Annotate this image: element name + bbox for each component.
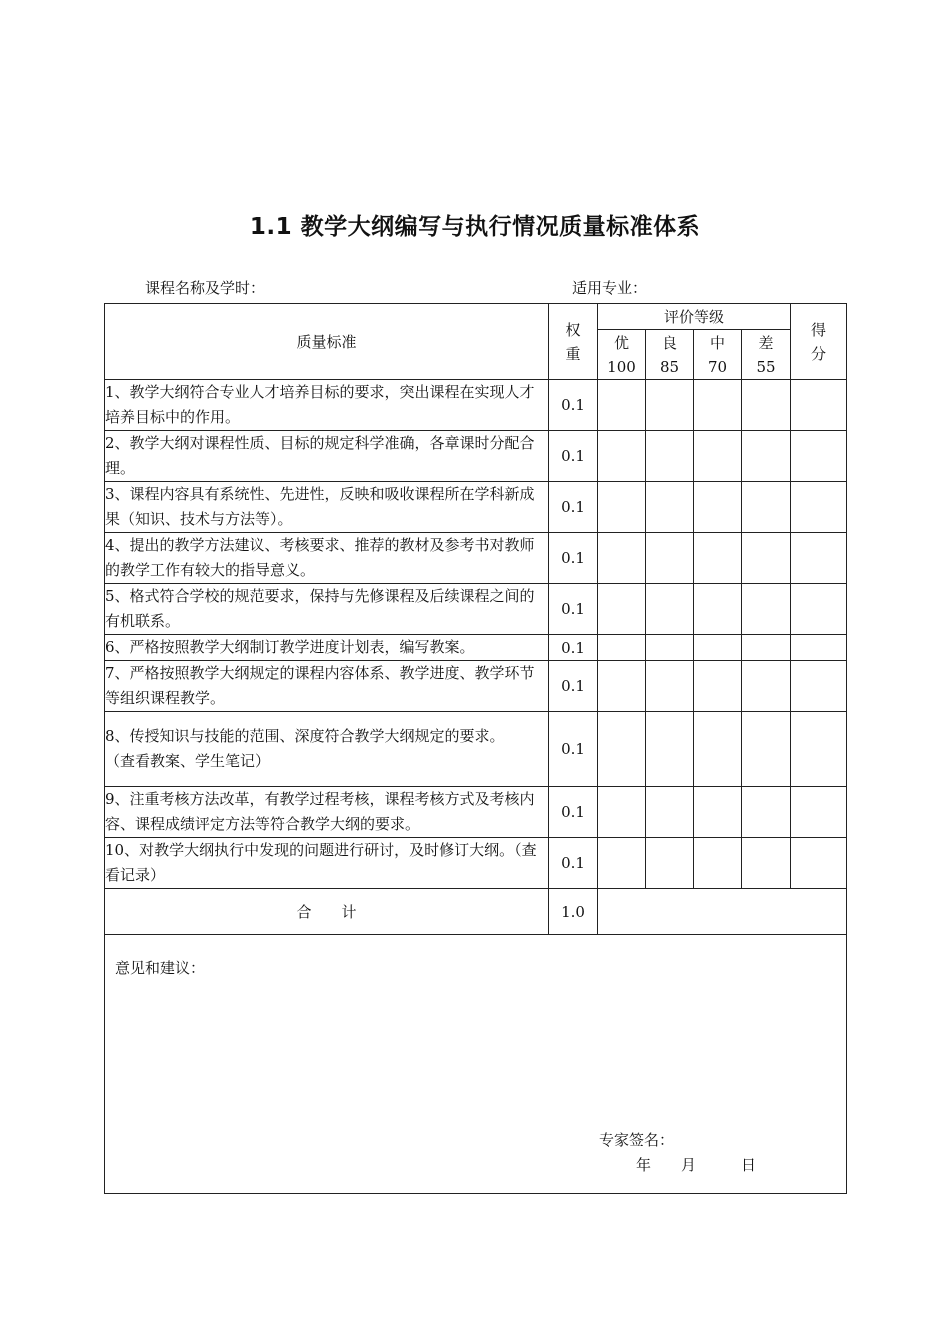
grade-cell-good[interactable]	[646, 584, 694, 635]
grade-cell-medium[interactable]	[694, 838, 742, 889]
grade-cell-good[interactable]	[646, 431, 694, 482]
grade-cell-medium[interactable]	[694, 584, 742, 635]
grade-cell-excellent[interactable]	[598, 635, 646, 661]
advice-row	[105, 935, 847, 1194]
table-row	[105, 533, 847, 584]
header-grade-excellent: 优 100	[598, 330, 646, 380]
criterion-weight: 0.1	[549, 838, 598, 889]
criterion-weight: 0.1	[549, 584, 598, 635]
grade-cell-excellent[interactable]	[598, 431, 646, 482]
criterion-text: 7、严格按照教学大纲规定的课程内容体系、教学进度、教学环节等组织课程教学。	[105, 661, 549, 712]
grade-cell-poor[interactable]	[742, 838, 791, 889]
header-grade-poor: 差 55	[742, 330, 791, 380]
score-cell[interactable]	[791, 635, 847, 661]
page-title: 1.1 教学大纲编写与执行情况质量标准体系	[249, 214, 701, 240]
grade-cell-good[interactable]	[646, 380, 694, 431]
advice-cell[interactable]	[105, 935, 847, 1194]
grade-cell-excellent[interactable]	[598, 584, 646, 635]
grade-cell-good[interactable]	[646, 838, 694, 889]
criterion-text	[105, 712, 549, 787]
total-label: 合 计	[105, 889, 549, 935]
table-row	[105, 838, 847, 889]
grade-cell-medium[interactable]	[694, 380, 742, 431]
grade-cell-poor[interactable]	[742, 380, 791, 431]
table-row	[105, 584, 847, 635]
criterion-text: 4、提出的教学方法建议、考核要求、推荐的教材及参考书对教师的教学工作有较大的指导意义。	[105, 533, 549, 584]
grade-cell-medium[interactable]	[694, 661, 742, 712]
criterion-text: 5、格式符合学校的规范要求，保持与先修课程及后续课程之间的有机联系。	[105, 584, 549, 635]
table-row	[105, 380, 847, 431]
grade-cell-good[interactable]	[646, 787, 694, 838]
criterion-text: 9、注重考核方法改革，有教学过程考核，课程考核方式及考核内容、课程成绩评定方法等符合教学大纲的要求。	[105, 787, 549, 838]
grade-cell-excellent[interactable]	[598, 482, 646, 533]
grade-cell-good[interactable]	[646, 661, 694, 712]
major-label: 适用专业：	[572, 279, 648, 297]
score-cell[interactable]	[791, 787, 847, 838]
criterion-weight: 0.1	[549, 661, 598, 712]
grade-cell-excellent[interactable]	[598, 661, 646, 712]
table-row	[105, 712, 847, 787]
grade-cell-medium[interactable]	[694, 431, 742, 482]
score-cell[interactable]	[791, 712, 847, 787]
grade-cell-good[interactable]	[646, 533, 694, 584]
criterion-weight: 0.1	[549, 787, 598, 838]
total-score-cell[interactable]	[598, 889, 847, 935]
grade-cell-excellent[interactable]	[598, 838, 646, 889]
total-weight: 1.0	[549, 889, 598, 935]
criterion-weight: 0.1	[549, 482, 598, 533]
table-row	[105, 661, 847, 712]
score-cell[interactable]	[791, 482, 847, 533]
table-row	[105, 482, 847, 533]
header-score: 得 分	[791, 304, 847, 380]
date-label: 年 月 日	[636, 1156, 757, 1174]
course-name-label: 课程名称及学时：	[145, 279, 266, 297]
header-grade-group: 评价等级	[598, 304, 791, 330]
score-cell[interactable]	[791, 838, 847, 889]
header-weight: 权 重	[549, 304, 598, 380]
criterion-weight: 0.1	[549, 431, 598, 482]
criterion-text: 3、课程内容具有系统性、先进性，反映和吸收课程所在学科新成果（知识、技术与方法等）。	[105, 482, 549, 533]
score-cell[interactable]	[791, 380, 847, 431]
criterion-text: 10、对教学大纲执行中发现的问题进行研讨，及时修订大纲。（查看记录）	[105, 838, 549, 889]
grade-cell-excellent[interactable]	[598, 787, 646, 838]
grade-cell-poor[interactable]	[742, 661, 791, 712]
grade-cell-good[interactable]	[646, 635, 694, 661]
header-grade-good: 良 85	[646, 330, 694, 380]
criterion-weight: 0.1	[549, 380, 598, 431]
grade-cell-medium[interactable]	[694, 533, 742, 584]
evaluation-table	[104, 303, 847, 1194]
table-row	[105, 635, 847, 661]
score-cell[interactable]	[791, 533, 847, 584]
grade-cell-poor[interactable]	[742, 533, 791, 584]
score-cell[interactable]	[791, 431, 847, 482]
header-grade-medium: 中 70	[694, 330, 742, 380]
advice-label: 意见和建议：	[115, 959, 206, 977]
grade-cell-excellent[interactable]	[598, 533, 646, 584]
criterion-weight: 0.1	[549, 533, 598, 584]
criterion-note: （查看教案、学生笔记）	[105, 752, 271, 770]
criterion-text: 2、教学大纲对课程性质、目标的规定科学准确，各章课时分配合理。	[105, 431, 549, 482]
total-row	[105, 889, 847, 935]
grade-cell-excellent[interactable]	[598, 712, 646, 787]
score-cell[interactable]	[791, 584, 847, 635]
grade-cell-excellent[interactable]	[598, 380, 646, 431]
criterion-weight: 0.1	[549, 635, 598, 661]
header-standard: 质量标准	[105, 304, 549, 380]
grade-cell-good[interactable]	[646, 482, 694, 533]
score-cell[interactable]	[791, 661, 847, 712]
grade-cell-medium[interactable]	[694, 482, 742, 533]
grade-cell-poor[interactable]	[742, 712, 791, 787]
grade-cell-poor[interactable]	[742, 584, 791, 635]
grade-cell-medium[interactable]	[694, 712, 742, 787]
grade-cell-medium[interactable]	[694, 787, 742, 838]
grade-cell-good[interactable]	[646, 712, 694, 787]
grade-cell-poor[interactable]	[742, 482, 791, 533]
grade-cell-poor[interactable]	[742, 787, 791, 838]
criterion-main-text: 8、传授知识与技能的范围、深度符合教学大纲规定的要求。	[105, 727, 505, 745]
grade-cell-poor[interactable]	[742, 635, 791, 661]
table-row	[105, 787, 847, 838]
criterion-text: 6、严格按照教学大纲制订教学进度计划表，编写教案。	[105, 635, 549, 661]
grade-cell-medium[interactable]	[694, 635, 742, 661]
criterion-text: 1、教学大纲符合专业人才培养目标的要求，突出课程在实现人才培养目标中的作用。	[105, 380, 549, 431]
table-row	[105, 431, 847, 482]
expert-signature-label: 专家签名：	[599, 1131, 675, 1149]
grade-cell-poor[interactable]	[742, 431, 791, 482]
criterion-weight: 0.1	[549, 712, 598, 787]
